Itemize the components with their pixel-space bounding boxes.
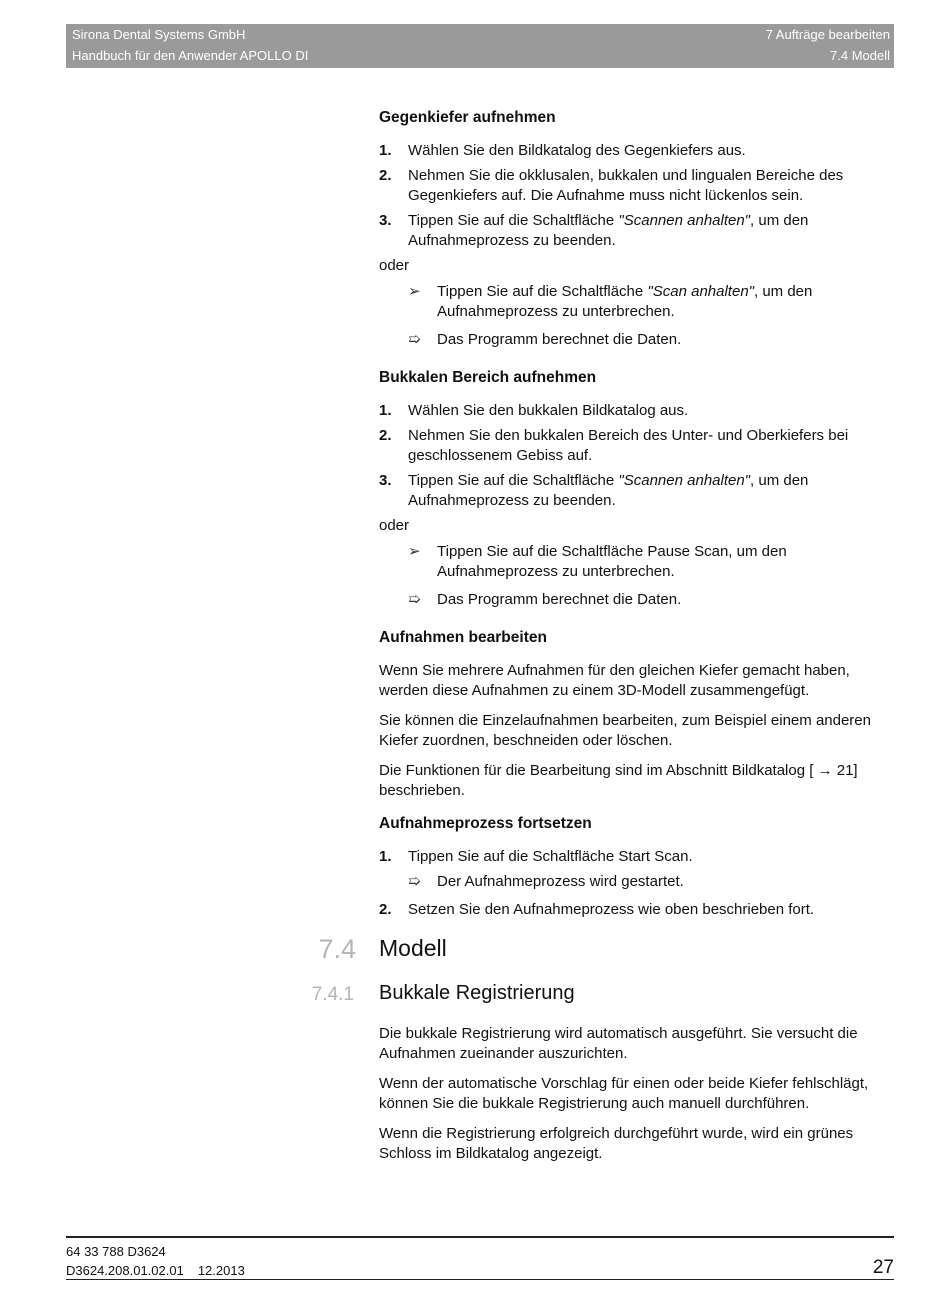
paragraph: Die bukkale Registrierung wird automatisch ausgeführt. Sie versucht die Aufnahmen zueinander auszurichten. (379, 1025, 858, 1062)
oder-text: oder (379, 517, 410, 534)
page-header (66, 24, 894, 68)
list-item: 3. Tippen Sie auf die Schaltfläche "Scannen anhalten", um den Aufnahmeprozess zu beenden. (379, 212, 809, 249)
heading-bukkal: Bukkalen Bereich aufnehmen (379, 369, 597, 386)
paragraph: Wenn Sie mehrere Aufnahmen für den gleichen Kiefer gemacht haben, werden diese Aufnahmen zu einem 3D-Modell zusammengefügt. (379, 662, 850, 699)
heading-gegenkiefer: Gegenkiefer aufnehmen (379, 109, 556, 126)
header-manual: Handbuch für den Anwender APOLLO DI (72, 48, 309, 63)
main-content (379, 108, 894, 925)
list-item: 1. Tippen Sie auf die Schaltfläche Start Scan. (379, 848, 693, 865)
footer-doc-code: D3624.208.01.02.01 12.2013 (66, 1263, 245, 1278)
result-item: ➯ Das Programm berechnet die Daten. (408, 331, 682, 348)
section-title-modell: Modell (379, 935, 447, 961)
footer-rule (66, 1236, 894, 1238)
list-item: 2. Setzen Sie den Aufnahmeprozess wie oben beschrieben fort. (379, 901, 815, 918)
section-number-7-4-1: 7.4.1 (311, 984, 354, 1005)
heading-bearbeiten: Aufnahmen bearbeiten (379, 629, 547, 646)
paragraph: Die Funktionen für die Bearbeitung sind im Abschnitt Bildkatalog [ → 21] beschrieben. (379, 762, 858, 799)
paragraph: Wenn die Registrierung erfolgreich durchgeführt wurde, wird ein grünes Schloss im Bildkatalog angezeigt. (379, 1125, 854, 1162)
oder-text: oder (379, 257, 410, 274)
header-chapter: 7 Aufträge bearbeiten (765, 27, 890, 42)
header-section: 7.4 Modell (830, 48, 890, 63)
result-arrow-icon: ➯ (408, 331, 421, 348)
header-company: Sirona Dental Systems GmbH (72, 27, 246, 42)
action-item: ➢ Tippen Sie auf die Schaltfläche "Scan anhalten", um den Aufnahmeprozess zu unterbrechen. (408, 283, 813, 320)
list-item: 1. Wählen Sie den Bildkatalog des Gegenkiefers aus. (379, 142, 746, 159)
heading-fortsetzen: Aufnahmeprozess fortsetzen (379, 815, 592, 832)
list-item: 3. Tippen Sie auf die Schaltfläche "Scannen anhalten", um den Aufnahmeprozess zu beenden. (379, 472, 809, 509)
paragraph: Sie können die Einzelaufnahmen bearbeiten, zum Beispiel einem anderen Kiefer zuordnen, beschneiden oder löschen. (379, 712, 871, 749)
arrow-icon: ➢ (408, 283, 421, 300)
section-number-7-4: 7.4 (318, 934, 356, 964)
action-item: ➢ Tippen Sie auf die Schaltfläche Pause Scan, um den Aufnahmeprozess zu unterbrechen. (408, 543, 787, 580)
footer-date: 12.2013 (197, 1263, 245, 1278)
page-number: 27 (872, 1257, 894, 1278)
list-item: 2. Nehmen Sie die okklusalen, bukkalen und lingualen Bereiche des Gegenkiefers auf. Die Aufnahme muss nicht lückenlos sein. (379, 167, 844, 204)
registrierung-content (379, 1024, 894, 1174)
result-item: ➯ Das Programm berechnet die Daten. (408, 591, 682, 608)
result-arrow-icon: ➯ (408, 873, 421, 890)
arrow-icon: ➢ (408, 543, 421, 560)
section-title-bukkale-registrierung: Bukkale Registrierung (379, 982, 575, 1004)
result-item: ➯ Der Aufnahmeprozess wird gestartet. (408, 873, 684, 890)
footer-bottom-rule (66, 1279, 894, 1280)
result-arrow-icon: ➯ (408, 591, 421, 608)
paragraph: Wenn der automatische Vorschlag für einen oder beide Kiefer fehlschlägt, können Sie die bukkale Registrierung auch manuell durchführen. (379, 1075, 869, 1112)
list-item: 2. Nehmen Sie den bukkalen Bereich des Unter- und Oberkiefers bei geschlossenem Gebiss auf. (379, 427, 849, 464)
list-item: 1. Wählen Sie den bukkalen Bildkatalog aus. (379, 402, 689, 419)
footer-doc-number: 64 33 788 D3624 (66, 1244, 166, 1259)
